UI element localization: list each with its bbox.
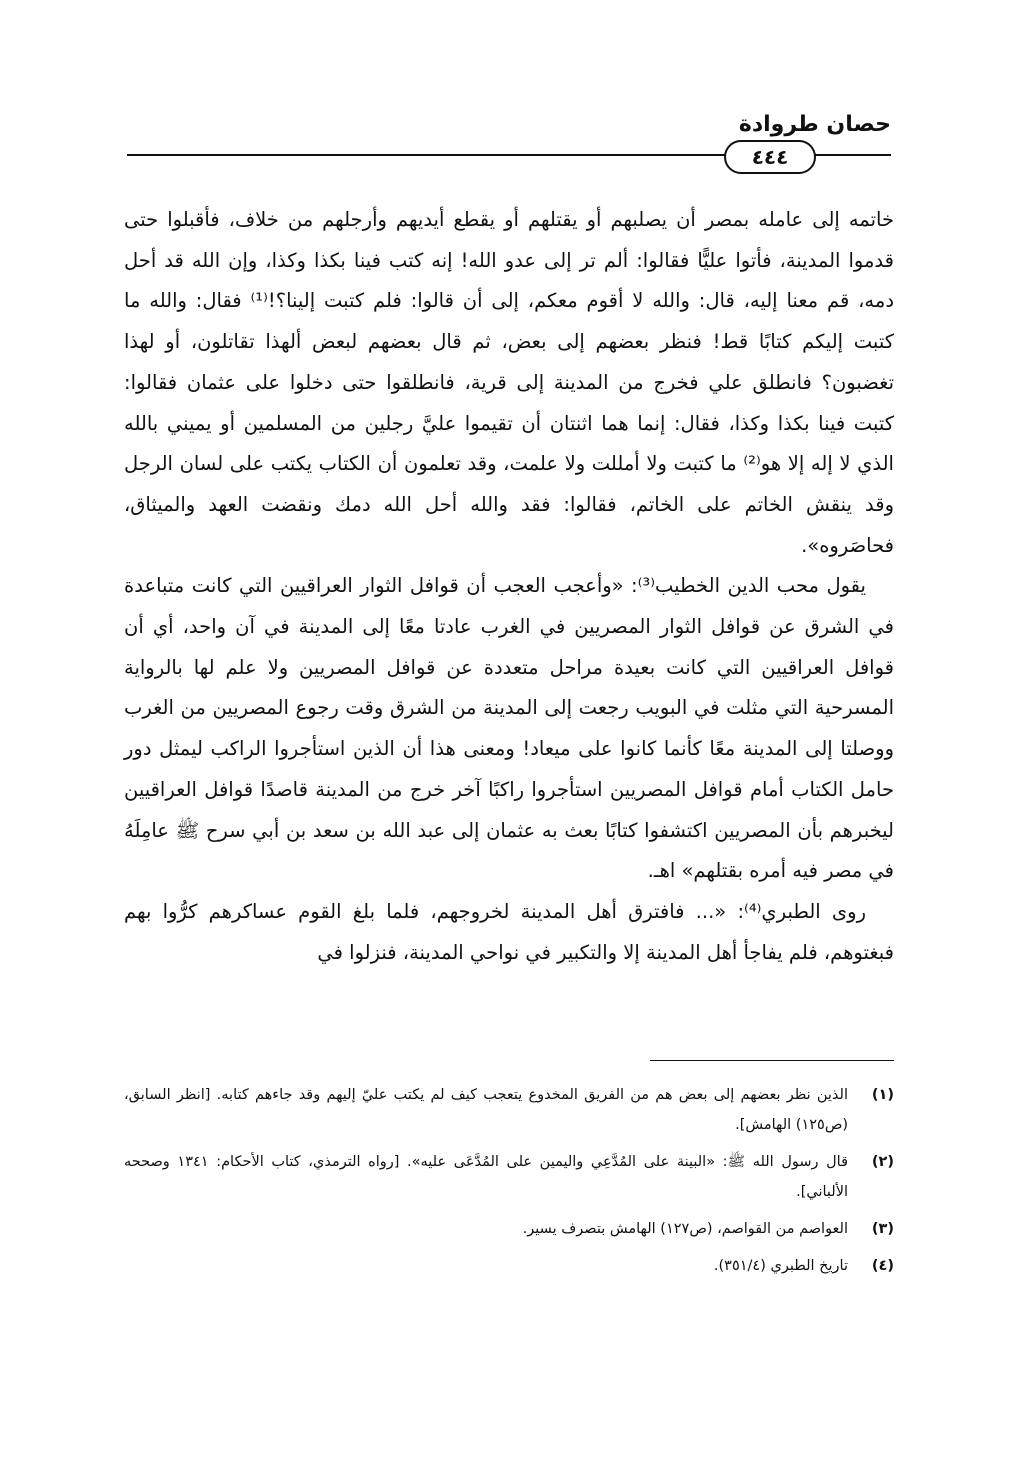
main-text — [124, 200, 894, 973]
paragraph-1: خاتمه إلى عامله بمصر أن يصلبهم أو يقتلهم أو يقطع أيديهم وأرجلهم من خلاف، فأقبلوا حتى قدموا المدينة، فأتوا عليًّا فقالوا: ألم تر إلى عدو الله! إنه كتب فينا بكذا وكذا، وإن الله قد أحل دمه، قم معنا إليه، قال: والله لا أقوم معكم، إلى أن قالوا: فلم كتبت إلينا؟!⁽¹⁾ فقال: والله ما كتبت إليكم كتابًا قط! فنظر بعضهم إلى بعض، ثم قال بعضهم لبعض ألهذا تقاتلون، أو لهذا تغضبون؟ فانطلق علي فخرج من المدينة إلى قرية، فانطلقوا حتى دخلوا على عثمان فقالوا: كتبت فينا بكذا وكذا، فقال: إنما هما اثنتان أن تقيموا عليَّ رجلين من المسلمين أو يميني بالله الذي لا إله إلا هو⁽²⁾ ما كتبت ولا أمللت ولا علمت، وقد تعلمون أن الكتاب يكتب على لسان الرجل وقد ينقش الخاتم على الخاتم، فقالوا: فقد والله أحل الله دمك ونقضت العهد والميثاق، فحاصَروه». — [124, 208, 895, 557]
footnote-text: تاريخ الطبري (٣٥١/٤). — [713, 1258, 848, 1274]
footnote-text: الذين نظر بعضهم إلى بعض هم من الفريق المخدوع يتعجب كيف لم يكتب عليّ إليهم وقد جاءهم كتابه. [انظر السابق، (ص١٢٥) الهامش]. — [124, 1087, 848, 1133]
footnote-number: (٣) — [871, 1221, 894, 1237]
footnote-1 — [124, 1080, 894, 1140]
footnote-text: العواصم من القواصم، (ص١٢٧) الهامش بتصرف يسير. — [522, 1221, 848, 1237]
footnote-number: (١) — [871, 1087, 894, 1103]
footnotes — [124, 1080, 894, 1288]
footnote-text: قال رسول الله ﷺ: «البينة على المُدَّعِي واليمين على المُدَّعَى عليه». [رواه الترمذي، كتاب الأحكام: ١٣٤١ وصححه الألباني]. — [124, 1154, 848, 1200]
footnote-3 — [124, 1214, 894, 1244]
footnote-separator — [650, 1060, 894, 1061]
paragraph-2: يقول محب الدين الخطيب⁽³⁾: «وأعجب العجب أن قوافل الثوار العراقيين التي كانت متباعدة في الشرق عن قوافل الثوار المصريين في الغرب عادتا معًا إلى المدينة في آن واحد، أي أن قوافل العراقيين التي كانت بعيدة مراحل متعددة عن قوافل المصريين ولا علم لها بالرواية المسرحية التي مثلت في البويب رجعت إلى المدينة من الشرق وقت رجوع المصريين من الغرب ووصلتا إلى المدينة معًا كأنما كانوا على ميعاد! ومعنى هذا أن الذين استأجروا الراكب ليمثل دور حامل الكتاب أمام قوافل المصريين استأجروا راكبًا آخر خرج من المدينة قاصدًا قوافل العراقيين ليخبرهم بأن المصريين اكتشفوا كتابًا بعث به عثمان إلى عبد الله بن سعد بن أبي سرح ﷺ عامِلَهُ في مصر فيه أمره بقتلهم» اهـ. — [124, 574, 894, 883]
footnote-2 — [124, 1147, 894, 1207]
paragraph-3: روى الطبري⁽⁴⁾: «... فافترق أهل المدينة لخروجهم، فلما بلغ القوم عساكرهم كرُّوا بهم فبغتوهم، فلم يفاجأ أهل المدينة إلا والتكبير في نواحي المدينة، فنزلوا في — [124, 899, 894, 964]
page-number-badge — [724, 140, 816, 174]
footnote-number: (٤) — [871, 1258, 894, 1274]
footnote-number: (٢) — [871, 1154, 894, 1170]
page-header — [127, 112, 891, 174]
page-number: ٤٤٤ — [751, 145, 789, 169]
footnote-4 — [124, 1251, 894, 1281]
running-title: حصان طروادة — [738, 112, 891, 137]
